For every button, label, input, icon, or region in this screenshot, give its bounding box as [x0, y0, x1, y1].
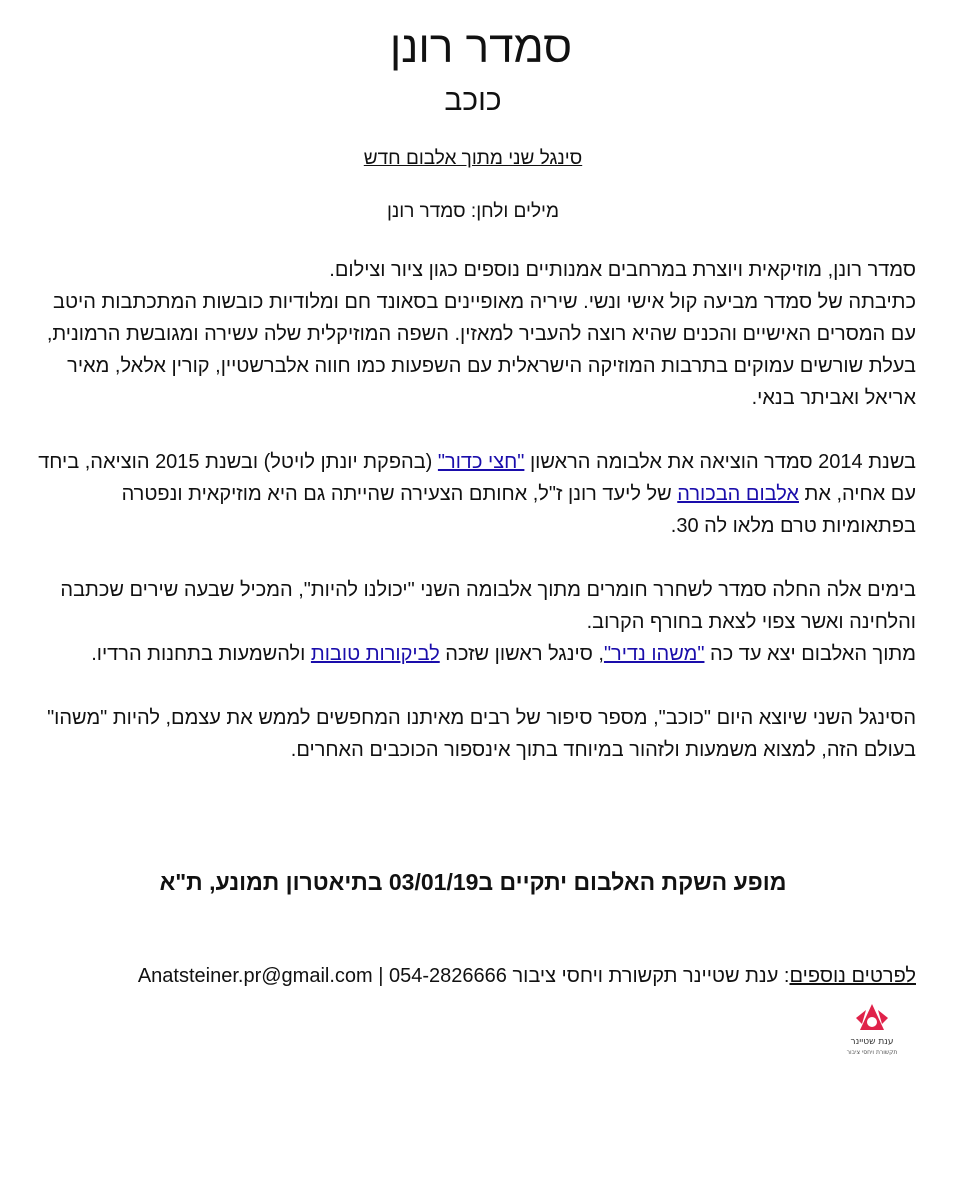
contact-details: ענת שטיינר תקשורת ויחסי ציבור 054-2826666 | Anatsteiner.pr@gmail.com	[137, 965, 779, 987]
link-hatzi-kadur[interactable]: "חצי כדור"	[437, 451, 525, 473]
contact-label: לפרטים נוספים	[789, 965, 916, 987]
first-single-text-3: ולהשמעות בתחנות הרדיו.	[91, 643, 311, 665]
first-single-text-2: , סינגל ראשון שזכה	[439, 643, 604, 665]
first-single-text-1: מתוך האלבום יצא עד כה	[704, 643, 916, 665]
link-mashehu-nadir[interactable]: "משהו נדיר"	[603, 643, 705, 665]
logo-tagline: תקשורת ויחסי ציבור	[846, 1049, 898, 1056]
contact-line	[36, 962, 916, 990]
intro-description: כתיבתה של סמדר מביעה קול אישי ונשי. שיריה מאופיינים בסאונד חם ומלודיות כובשות המתכתבות היטב עם המסרים האישיים והכנים שהיא רוצה להעביר למאזין. השפה המוזיקלית שלה עשירה ומגובשת הרמונית, בעלת שורשים עמוקים בתרבות המוזיקה הישראלית עם השפעות כמו חווה אלברשטיין, קורין אלאל, מאיר אריאל ואביתר בנאי.	[46, 291, 916, 409]
history-text-1: בשנת 2014 סמדר הוציאה את אלבומה הראשון	[524, 451, 916, 473]
contact-separator: :	[783, 965, 790, 987]
history-text-3: של ליעד רונן ז"ל, אחותם הצעירה שהייתה גם היא מוזיקאית ונפטרה בפתאומיות טרם מלאו לה 30.	[121, 483, 916, 537]
history-text-2: (בהפקת יונתן לויטל) ובשנת 2015 הוציאה, ביחד עם אחיה, את	[38, 451, 916, 505]
intro-line: סמדר רונן, מוזיקאית ויוצרת במרחבים אמנותיים נוספים כגון ציור וצילום.	[329, 259, 916, 281]
song-title: כוכב	[444, 84, 502, 117]
paragraph-second-single	[36, 702, 916, 766]
second-single-text: הסינגל השני שיוצא היום "כוכב", מספר סיפור של רבים מאיתנו המחפשים לממש את עצמם, להיות "משהו" בעולם הזה, למצוא משמעות ולזהור במיוחד בתוך אינספור הכוכבים האחרים.	[47, 707, 916, 761]
new-album-text: בימים אלה החלה סמדר לשחרר חומרים מתוך אלבומה השני "יכולנו להיות", המכיל שבעה שירים שכתבה והלחינה ואשר צפוי לצאת בחורף הקרוב.	[60, 579, 916, 633]
link-debut-album[interactable]: אלבום הבכורה	[677, 483, 799, 505]
paragraph-new-album	[36, 574, 916, 670]
logo-name: ענת שטיינר	[850, 1037, 894, 1047]
paragraph-intro	[36, 254, 916, 414]
body-text	[36, 254, 916, 766]
paragraph-history	[36, 446, 916, 542]
launch-event: מופע השקת האלבום יתקיים ב03/01/19 בתיאטרון תמונע, ת"א	[159, 869, 787, 895]
anat-steiner-logo	[840, 1000, 904, 1060]
credits-line: מילים ולחן: סמדר רונן	[386, 201, 560, 222]
link-good-reviews[interactable]: לביקורות טובות	[310, 643, 440, 665]
logo-mark-icon	[856, 1004, 888, 1030]
artist-title: סמדר רונן	[389, 23, 573, 72]
single-note: סינגל שני מתוך אלבום חדש	[363, 148, 583, 169]
